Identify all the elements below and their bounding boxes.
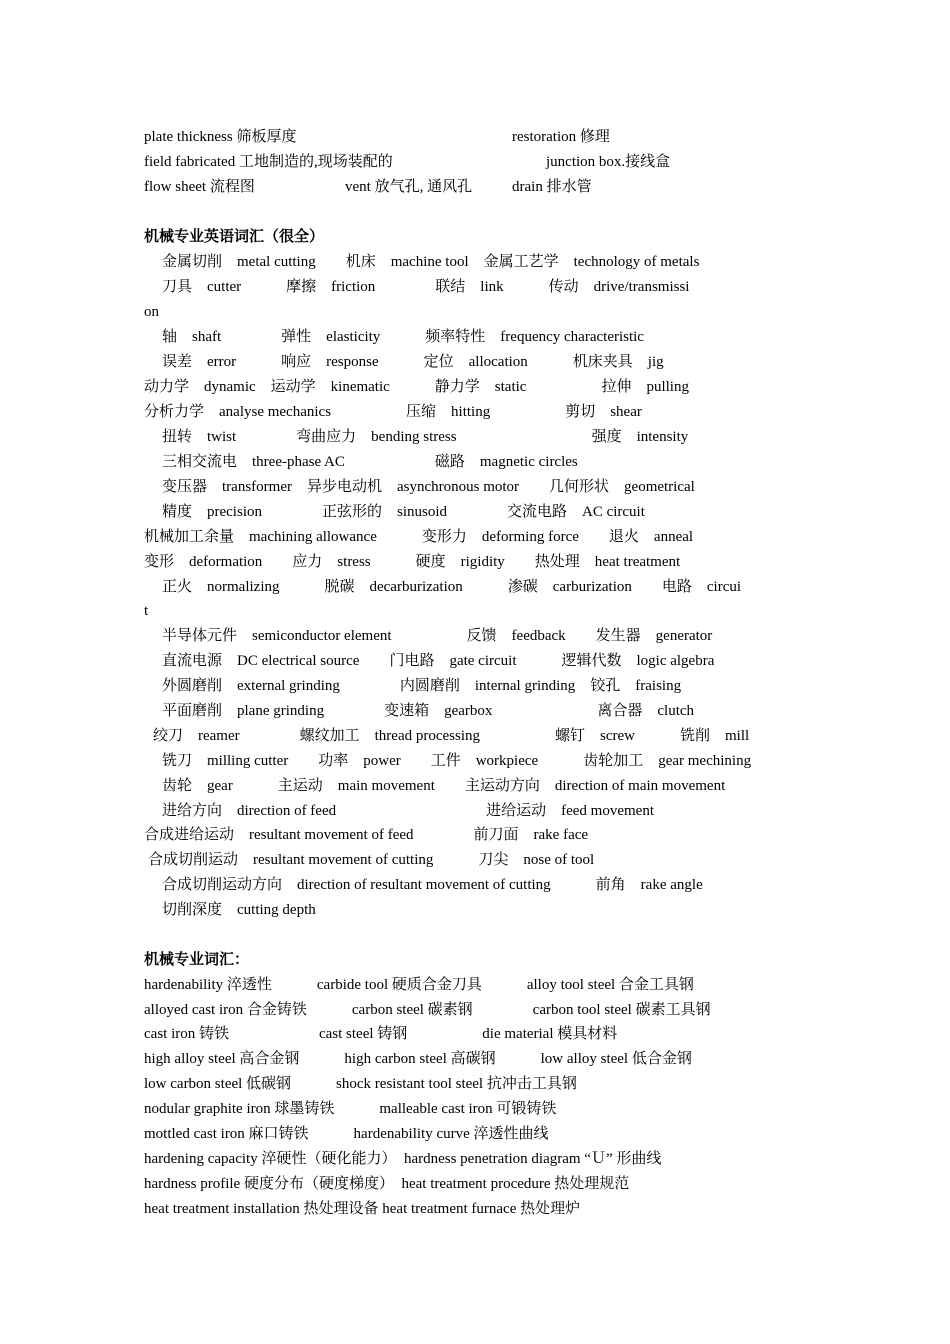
vocab-line: 合成切削运动 resultant movement of cutting 刀尖 nose of tool	[148, 852, 595, 868]
vocab-line: 切削深度 cutting depth	[162, 902, 316, 918]
vocab-line: 精度 precision 正弦形的 sinusoid 交流电路 AC circuit	[162, 504, 645, 520]
vocab-line: t	[144, 603, 149, 619]
vocab-line: hardness profile 硬度分布（硬度梯度） heat treatment procedure 热处理规范	[144, 1176, 630, 1192]
vocab-line: on	[144, 304, 159, 320]
vocab-line: 绞刀 reamer 螺纹加工 thread processing 螺钉 screw 铣削 mill	[153, 728, 750, 744]
vocab-line: 变压器 transformer 异步电动机 asynchronous motor 几何形状 geometrical	[162, 479, 695, 495]
vocab-line: hardening capacity 淬硬性（硬化能力） hardness penetration diagram “Ｕ” 形曲线	[144, 1151, 662, 1167]
vocab-line: 半导体元件 semiconductor element 反馈 feedback 发生器 generator	[162, 628, 713, 644]
vocab-line: 齿轮 gear 主运动 main movement 主运动方向 direction of main movement	[162, 778, 726, 794]
vocab-line: heat treatment installation 热处理设备 heat treatment furnace 热处理炉	[144, 1201, 581, 1217]
vocab-line: 变形 deformation 应力 stress 硬度 rigidity 热处理 heat treatment	[144, 554, 681, 570]
term-restoration: restoration 修理	[512, 129, 610, 145]
vocab-line: 分析力学 analyse mechanics 压缩 hitting 剪切 shear	[144, 404, 642, 420]
section-heading-1: 机械专业英语词汇（很全）	[144, 229, 325, 245]
vocab-line: cast iron 铸铁 cast steel 铸钢 die material 模具材料	[144, 1026, 618, 1042]
vocab-line: alloyed cast iron 合金铸铁 carbon steel 碳素钢 carbon tool steel 碳素工具钢	[144, 1002, 711, 1018]
vocab-line: 金属切削 metal cutting 机床 machine tool 金属工艺学 technology of metals	[162, 254, 700, 270]
vocab-line: low carbon steel 低碳钢 shock resistant tool steel 抗冲击工具钢	[144, 1076, 577, 1092]
vocab-line: 刀具 cutter 摩擦 friction 联结 link 传动 drive/transmissi	[162, 279, 690, 295]
term-field-fabricated: field fabricated 工地制造的,现场装配的	[144, 154, 393, 170]
vocab-line: 轴 shaft 弹性 elasticity 频率特性 frequency characteristic	[162, 329, 644, 345]
vocab-line: 合成进给运动 resultant movement of feed 前刀面 rake face	[144, 827, 589, 843]
vocab-line: 正火 normalizing 脱碳 decarburization 渗碳 carburization 电路 circui	[162, 579, 742, 595]
vocab-line: 直流电源 DC electrical source 门电路 gate circuit 逻辑代数 logic algebra	[162, 653, 715, 669]
vocab-line: 平面磨削 plane grinding 变速箱 gearbox 离合器 clutch	[162, 703, 695, 719]
vocab-line: nodular graphite iron 球墨铸铁 malleable cast iron 可锻铸铁	[144, 1101, 557, 1117]
term-vent: vent 放气孔, 通风孔	[345, 179, 473, 195]
vocab-line: 扭转 twist 弯曲应力 bending stress 强度 intensity	[162, 429, 689, 445]
vocab-line: high alloy steel 高合金钢 high carbon steel 高碳钢 low alloy steel 低合金钢	[144, 1051, 692, 1067]
vocab-line: 外圆磨削 external grinding 内圆磨削 internal grinding 铰孔 fraising	[162, 678, 682, 694]
vocab-line: 机械加工余量 machining allowance 变形力 deforming force 退火 anneal	[144, 529, 694, 545]
vocab-line: 三相交流电 three-phase AC 磁路 magnetic circles	[162, 454, 578, 470]
term-plate-thickness: plate thickness 筛板厚度	[144, 129, 297, 145]
vocab-line: 合成切削运动方向 direction of resultant movement of cutting 前角 rake angle	[162, 877, 703, 893]
vocab-line: 动力学 dynamic 运动学 kinematic 静力学 static 拉伸 pulling	[144, 379, 689, 395]
term-drain: drain 排水管	[512, 179, 592, 195]
term-flow-sheet: flow sheet 流程图	[144, 179, 255, 195]
term-junction-box: junction box.接线盒	[546, 154, 671, 170]
vocab-line: 误差 error 响应 response 定位 allocation 机床夹具 jig	[162, 354, 664, 370]
vocab-line: 铣刀 milling cutter 功率 power 工件 workpiece 齿轮加工 gear mechining	[162, 753, 752, 769]
section-heading-2: 机械专业词汇：	[144, 952, 250, 968]
vocab-line: mottled cast iron 麻口铸铁 hardenability curve 淬透性曲线	[144, 1126, 549, 1142]
vocab-line: 进给方向 direction of feed 进给运动 feed movement	[162, 803, 654, 819]
vocab-line: hardenability 淬透性 carbide tool 硬质合金刀具 alloy tool steel 合金工具钢	[144, 977, 694, 993]
